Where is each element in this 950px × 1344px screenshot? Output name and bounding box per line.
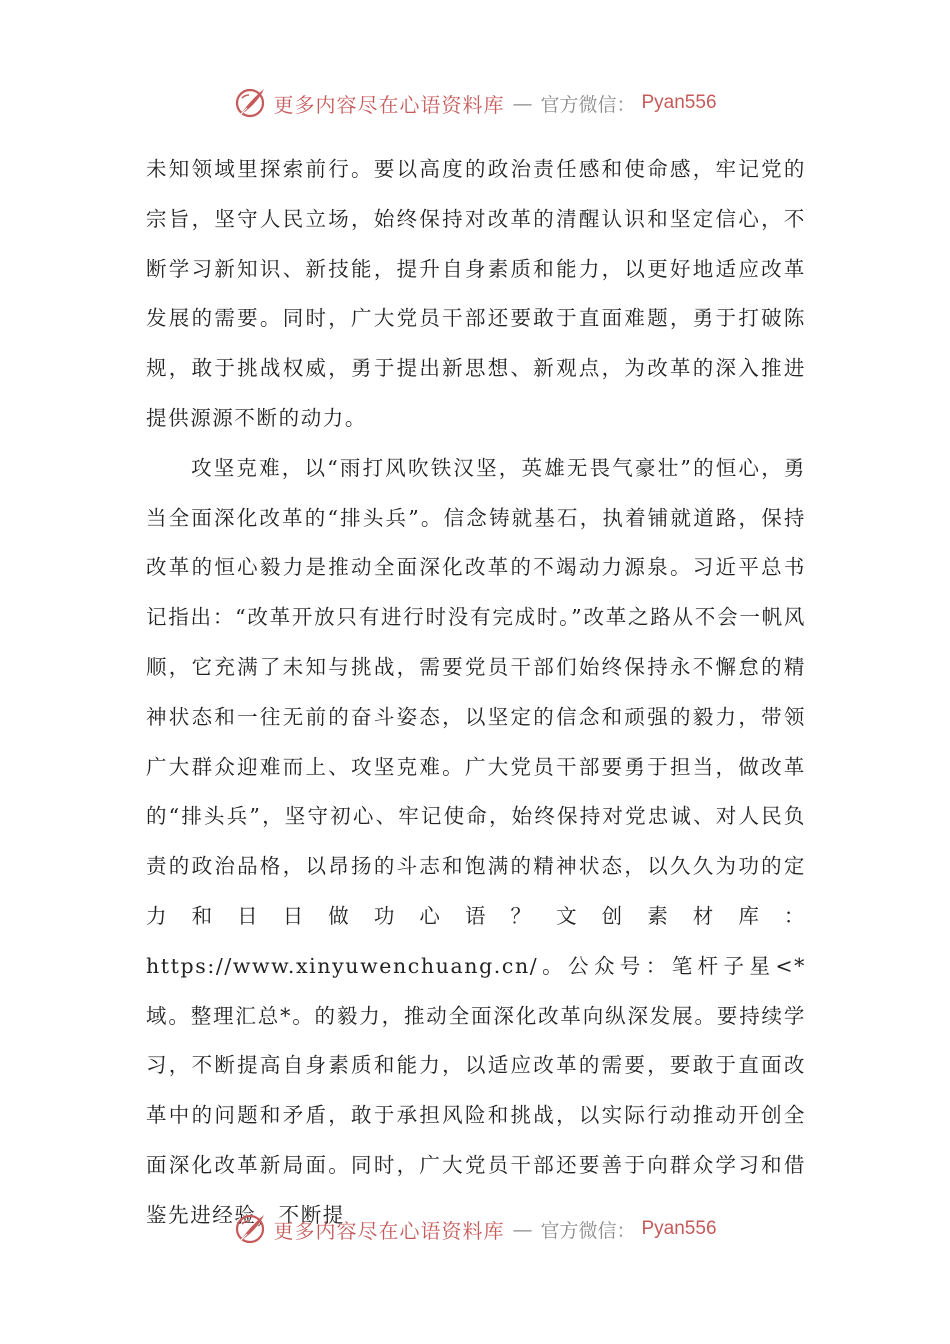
banner-title: 更多内容尽在心语资料库: [273, 1218, 505, 1243]
quill-pen-icon: [233, 1212, 267, 1246]
wechat-id: Pyan556: [641, 92, 717, 113]
wechat-label: 官方微信：: [540, 93, 636, 116]
wechat-label: 官方微信：: [540, 1219, 636, 1242]
paragraph-2: 攻坚克难，以“雨打风吹铁汉坚，英雄无畏气豪壮”的恒心，勇当全面深化改革的“排头兵”。信念铸就基石，执着铺就道路，保持改革的恒心毅力是推动全面深化改革的不竭动力源泉。习近平总书记指出：“改革开放只有进行时没有完成时。”改革之路从不会一帆风顺，它充满了未知与挑战，需要党员干部们始终保持永不懈怠的精神状态和一往无前的奋斗姿态，以坚定的信念和顽强的毅力，带领广大群众迎难而上、攻坚克难。广大党员干部要勇于担当，做改革的“排头兵”，坚守初心、牢记使命，始终保持对党忠诚、对人民负责的政治品格，以昂扬的斗志和饱满的精神状态，以久久为功的定力和日日做功心语？文创素材库：https://www.xinyuwenchuang.cn/。公众号：笔杆子星<*域。整理汇总*。的毅力，推动全面深化改革向纵深发展。要持续学习，不断提高自身素质和能力，以适应改革的需要，要敢于直面改革中的问题和矛盾，敢于承担风险和挑战，以实际行动推动开创全面深化改革新局面。同时，广大党员干部还要善于向群众学习和借鉴先进经验，不断提: [146, 455, 806, 1227]
banner-title: 更多内容尽在心语资料库: [273, 92, 505, 117]
banner-dash: —: [512, 91, 533, 115]
paragraph-1: 未知领域里探索前行。要以高度的政治责任感和使命感，牢记党的宗旨，坚守人民立场，始终保持对改革的清醒认识和坚定信心，不断学习新知识、新技能，提升自身素质和能力，以更好地适应改革发展的需要。同时，广大党员干部还要敢于直面难题，勇于打破陈规，敢于挑战权威，勇于提出新思想、新观点，为改革的深入推进提供源源不断的动力。: [146, 157, 806, 430]
quill-pen-icon: [233, 86, 267, 120]
document-body: [146, 145, 806, 1241]
wechat-id: Pyan556: [641, 1218, 717, 1239]
banner-dash: —: [512, 1217, 533, 1241]
footer-banner: [0, 1208, 950, 1250]
header-banner: [0, 82, 950, 124]
